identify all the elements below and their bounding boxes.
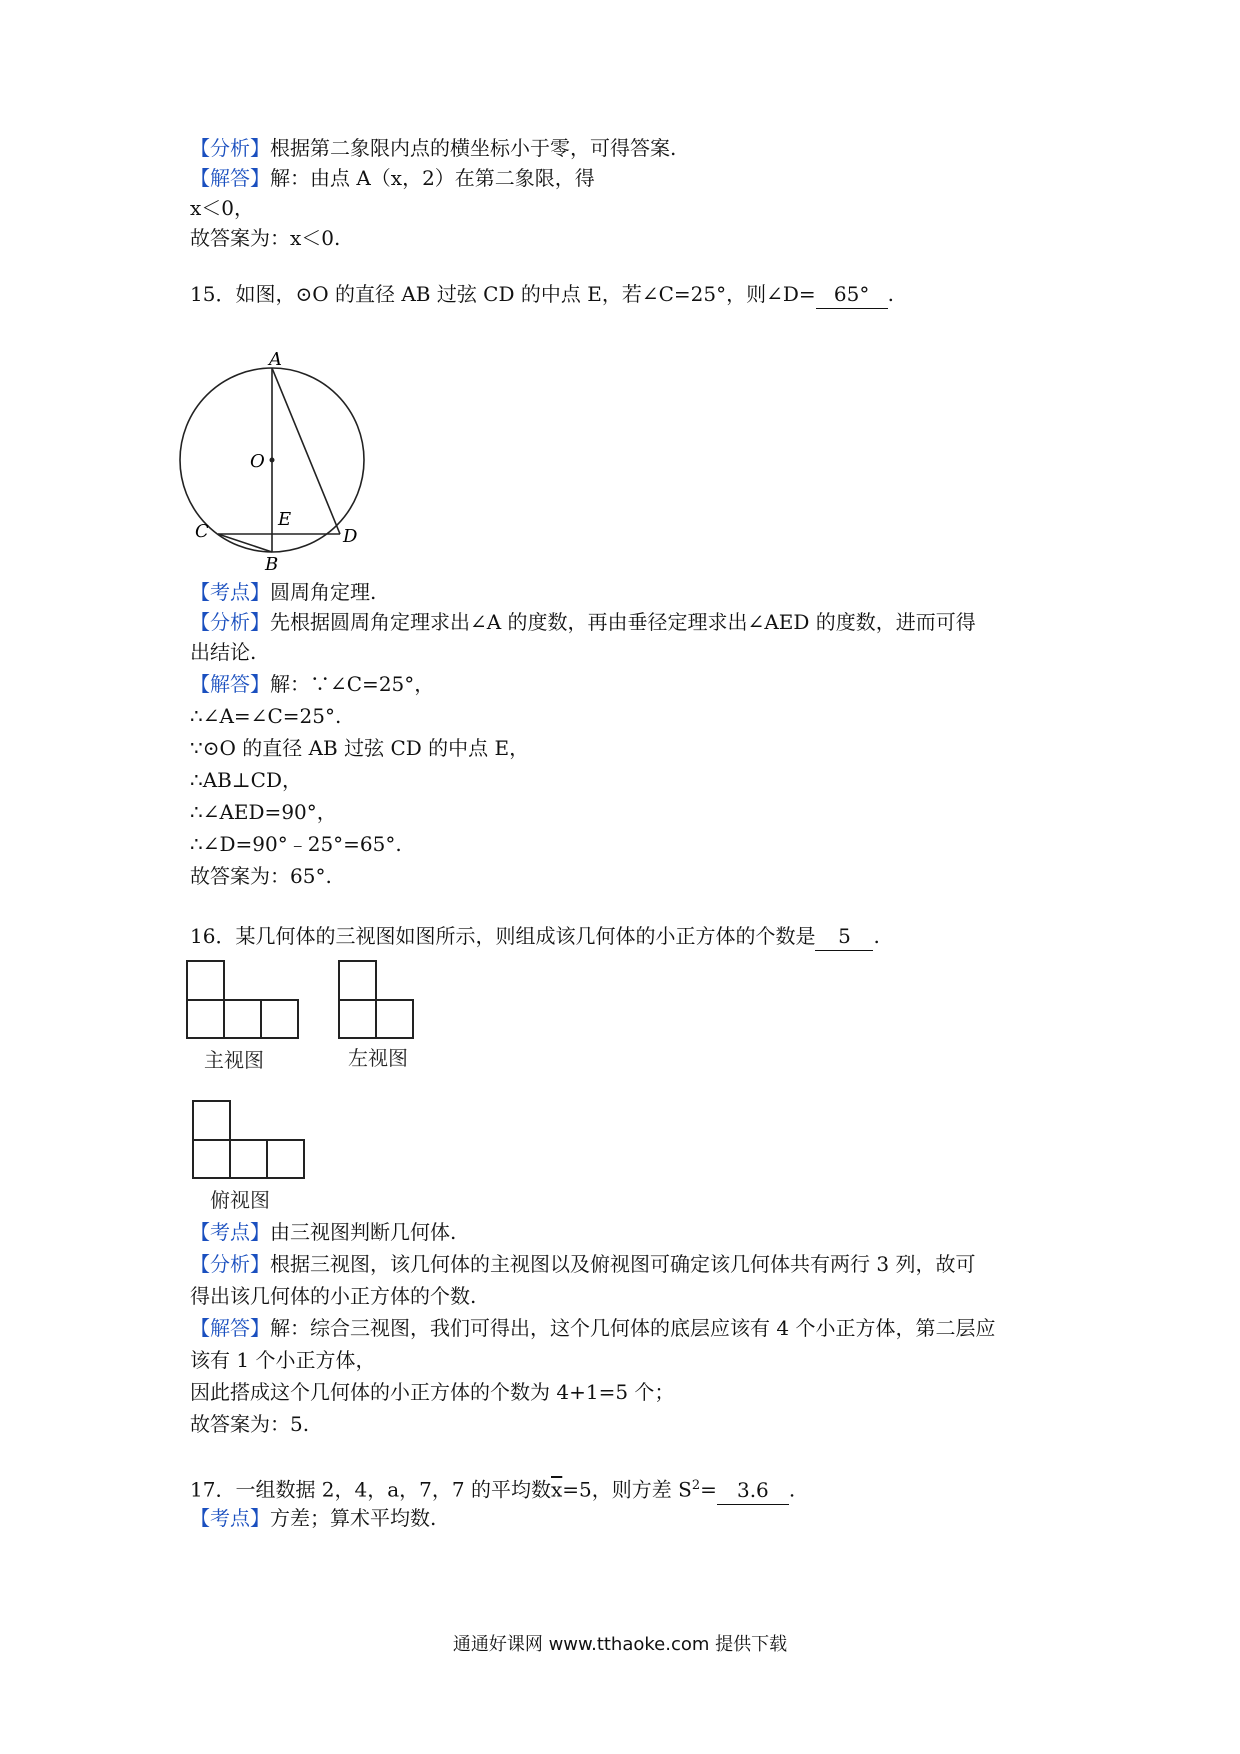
q16-keypoint: [190, 1218, 456, 1246]
q16-answer-blank: 5: [815, 922, 873, 951]
solution-tag: 【解答】: [190, 672, 270, 696]
q15-stem: [190, 280, 894, 309]
left-view-figure: [338, 960, 418, 1044]
circle-figure: [175, 312, 395, 574]
q17-superscript: 2: [691, 1478, 701, 1493]
q17-stem-mid: =5，则方差 S: [562, 1477, 692, 1502]
q15-step-3: ∴AB⊥CD，: [190, 768, 303, 792]
analysis-tag: 【分析】: [190, 136, 270, 160]
analysis-tag: 【分析】: [190, 1252, 270, 1276]
q16-stem-end: .: [873, 924, 880, 948]
q14-answer: 故答案为：x＜0.: [190, 226, 341, 250]
label-e: E: [278, 509, 292, 530]
top-view-label: 俯视图: [210, 1188, 270, 1212]
top-view-figure: [192, 1100, 308, 1184]
q15-solution: [190, 670, 434, 698]
q17-mean-symbol: $\overline{x}$: [551, 1477, 563, 1502]
q16-analysis-text: 根据三视图，该几何体的主视图以及俯视图可确定该几何体共有两行 3 列，故可: [270, 1252, 976, 1276]
label-b: B: [265, 554, 279, 574]
q15-keypoint-text: 圆周角定理.: [270, 580, 377, 604]
q16-solution-text: 解：综合三视图，我们可得出，这个几何体的底层应该有 4 个小正方体，第二层应: [270, 1316, 996, 1340]
q17-stem: [190, 1472, 795, 1505]
keypoint-tag: 【考点】: [190, 580, 270, 604]
q14-analysis: [190, 134, 676, 162]
q14-solution-text: 解：由点 A（x，2）在第二象限，得: [270, 166, 595, 190]
front-view-label: 主视图: [204, 1048, 264, 1072]
q15-answer-blank: 65°: [816, 280, 888, 309]
front-view-figure: [186, 960, 302, 1044]
label-o: O: [250, 451, 265, 472]
q16-solution: [190, 1314, 995, 1342]
analysis-tag: 【分析】: [190, 610, 270, 634]
q16-answer: 故答案为：5.: [190, 1412, 310, 1436]
q16-solution-total: 因此搭成这个几何体的小正方体的个数为 4+1=5 个；: [190, 1380, 675, 1404]
q15-solution-text: 解：∵∠C=25°，: [270, 672, 435, 696]
label-c: C: [195, 521, 209, 542]
keypoint-tag: 【考点】: [190, 1220, 270, 1244]
q14-step: x＜0，: [190, 196, 255, 220]
q15-stem-end: .: [887, 282, 895, 306]
q16-stem: [190, 922, 880, 951]
q15-step-2: ∵⊙O 的直径 AB 过弦 CD 的中点 E，: [190, 736, 530, 760]
q14-solution: [190, 164, 595, 192]
q17-stem-text: 17．一组数据 2，4，a，7，7 的平均数: [190, 1477, 551, 1502]
q16-analysis: [190, 1250, 975, 1278]
q16-analysis-cont: 得出该几何体的小正方体的个数.: [190, 1284, 477, 1308]
q15-analysis: [190, 608, 976, 636]
label-a: A: [269, 349, 282, 370]
q15-step-5: ∴∠D=90°﹣25°=65°.: [190, 832, 402, 856]
q15-answer: 故答案为：65°.: [190, 864, 332, 888]
q15-stem-text: 15．如图，⊙O 的直径 AB 过弦 CD 的中点 E，若∠C=25°，则∠D=: [190, 282, 816, 306]
q17-keypoint-text: 方差；算术平均数.: [270, 1506, 437, 1530]
q15-step-4: ∴∠AED=90°，: [190, 800, 337, 824]
center-point: [270, 458, 275, 463]
q15-step-1: ∴∠A=∠C=25°.: [190, 704, 342, 728]
q16-keypoint-text: 由三视图判断几何体.: [270, 1220, 457, 1244]
q16-stem-text: 16．某几何体的三视图如图所示，则组成该几何体的小正方体的个数是: [190, 924, 816, 948]
solution-tag: 【解答】: [190, 1316, 270, 1340]
q16-solution-cont: 该有 1 个小正方体，: [190, 1348, 376, 1372]
q15-analysis-cont: 出结论.: [190, 640, 257, 664]
segment-cb: [218, 534, 272, 552]
q17-stem-end: .: [788, 1477, 796, 1502]
q15-analysis-text: 先根据圆周角定理求出∠A 的度数，再由垂径定理求出∠AED 的度数，进而可得: [270, 610, 976, 634]
keypoint-tag: 【考点】: [190, 1506, 270, 1530]
page-footer: 通通好课网 www.tthaoke.com 提供下载: [452, 1634, 788, 1655]
left-view-label: 左视图: [348, 1046, 408, 1070]
solution-tag: 【解答】: [190, 166, 270, 190]
q15-keypoint: [190, 578, 376, 606]
q17-answer-blank: 3.6: [717, 1476, 789, 1505]
q17-stem-eq: =: [700, 1477, 717, 1502]
label-d: D: [343, 526, 358, 547]
q14-analysis-text: 根据第二象限内点的横坐标小于零，可得答案.: [270, 136, 677, 160]
q17-keypoint: [190, 1504, 436, 1532]
